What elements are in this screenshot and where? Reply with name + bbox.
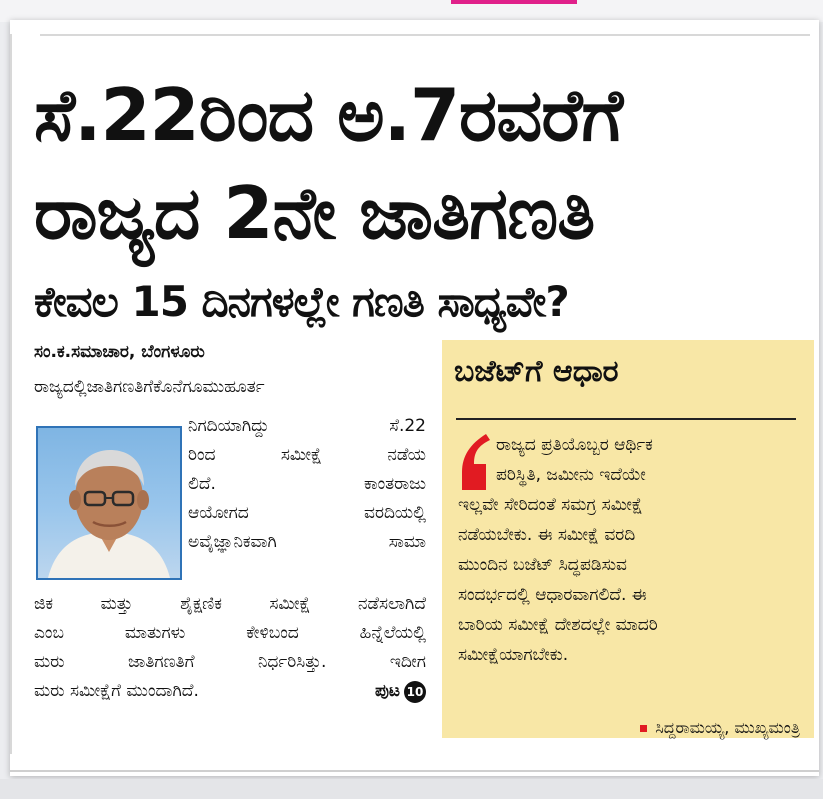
attribution-text: ಸಿದ್ದರಾಮಯ್ಯ, ಮುಖ್ಯಮಂತ್ರಿ [655,718,800,737]
body-line: ಅವೈಜ್ಞಾನಿಕವಾಗಿ ಸಾಮಾ [188,532,426,552]
quote-intro [496,430,796,490]
quote-line: ರಾಜ್ಯದ ಪ್ರತಿಯೊಬ್ಬರ ಆರ್ಥಿಕ [496,435,653,455]
body-line: ಲಿದೆ. ಕಾಂತರಾಜು [188,474,426,494]
subheadline: ಕೇವಲ 15 ದಿನಗಳಲ್ಲೇ ಗಣತಿ ಸಾಧ್ಯವೇ? [34,277,569,326]
quote-body [458,490,798,670]
portrait-illustration [38,428,180,578]
newspaper-clipping [10,20,819,776]
body-line: ಮರು ಜಾತಿಗಣತಿಗೆ ನಿರ್ಧರಿಸಿತ್ತು. ಇದೀಗ [34,652,426,672]
body-line: ರಿಂದ ಸಮೀಕ್ಷೆ ನಡೆಯ [188,445,426,465]
continued-page-reference[interactable] [375,677,426,706]
bottom-rule [10,770,819,772]
section-tab-marker [451,0,577,4]
sidebar-title: ಬಜೆಟ್‌ಗೆ ಆಧಾರ [454,354,619,389]
attribution-bullet-icon [640,725,647,732]
quote-sidebar [442,340,814,738]
body-line: ಮರು ಸಮೀಕ್ಷೆಗೆ ಮುಂದಾಗಿದೆ. [34,681,199,701]
article-body-beside-photo [188,412,426,557]
top-strip [0,0,823,22]
page-ref-label: ಪುಟ [375,681,400,701]
quote-line: ನಡೆಯಬೇಕು. ಈ ಸಮೀಕ್ಷೆ ವರದಿ [458,525,636,545]
quote-line: ಇಲ್ಲವೇ ಸೇರಿದಂತೆ ಸಮಗ್ರ ಸಮೀಕ್ಷೆ [458,495,643,515]
quote-line: ಮುಂದಿನ ಬಜೆಟ್ ಸಿದ್ಧಪಡಿಸುವ [458,555,627,575]
article-body-top [34,373,426,402]
headline-line-1: ಸೆ.22ರಿಂದ ಅ.7ರವರೆಗೆ [34,73,623,157]
body-line: ನಿಗದಿಯಾಗಿದ್ದು ಸೆ.22 [188,416,426,436]
page-number-badge: 10 [404,681,426,703]
article-body-bottom [34,590,426,706]
bottom-strip [0,779,823,799]
top-rule [40,34,810,36]
chief-minister-photo [36,426,182,580]
body-last-line [34,677,426,706]
body-line: ಎಂಬ ಮಾತುಗಳು ಕೇಳಿಬಂದ ಹಿನ್ನೆಲೆಯಲ್ಲಿ [34,623,426,643]
headline-line-2: ರಾಜ್ಯದ 2ನೇ ಜಾತಿಗಣತಿ [34,171,595,255]
quote-mark-icon [456,434,490,490]
body-line: ಆಯೋಗದ ವರದಿಯಲ್ಲಿ [188,503,426,523]
quote-line: ಪರಿಸ್ಥಿತಿ, ಜಮೀನು ಇದೆಯೇ [496,465,646,485]
quote-line: ಸಂದರ್ಭದಲ್ಲಿ ಆಧಾರವಾಗಲಿದೆ. ಈ [458,585,647,605]
sidebar-divider [456,418,796,420]
quote-line: ಬಾರಿಯ ಸಮೀಕ್ಷೆ ದೇಶದಲ್ಲೇ ಮಾದರಿ [458,615,658,635]
body-line: ರಾಜ್ಯದಲ್ಲಿಜಾತಿಗಣತಿಗೆಕೊನೆಗೂಮುಹೂರ್ತ [34,377,265,397]
body-line: ಜಿಕ ಮತ್ತು ಶೈಕ್ಷಣಿಕ ಸಮೀಕ್ಷೆ ನಡೆಸಲಾಗಿದೆ [34,594,426,614]
byline: ಸಂ.ಕ.ಸಮಾಚಾರ, ಬೆಂಗಳೂರು [34,342,205,362]
left-rule [10,34,12,754]
quote-attribution [640,718,800,738]
quote-line: ಸಮೀಕ್ಷೆಯಾಗಬೇಕು. [458,645,569,665]
